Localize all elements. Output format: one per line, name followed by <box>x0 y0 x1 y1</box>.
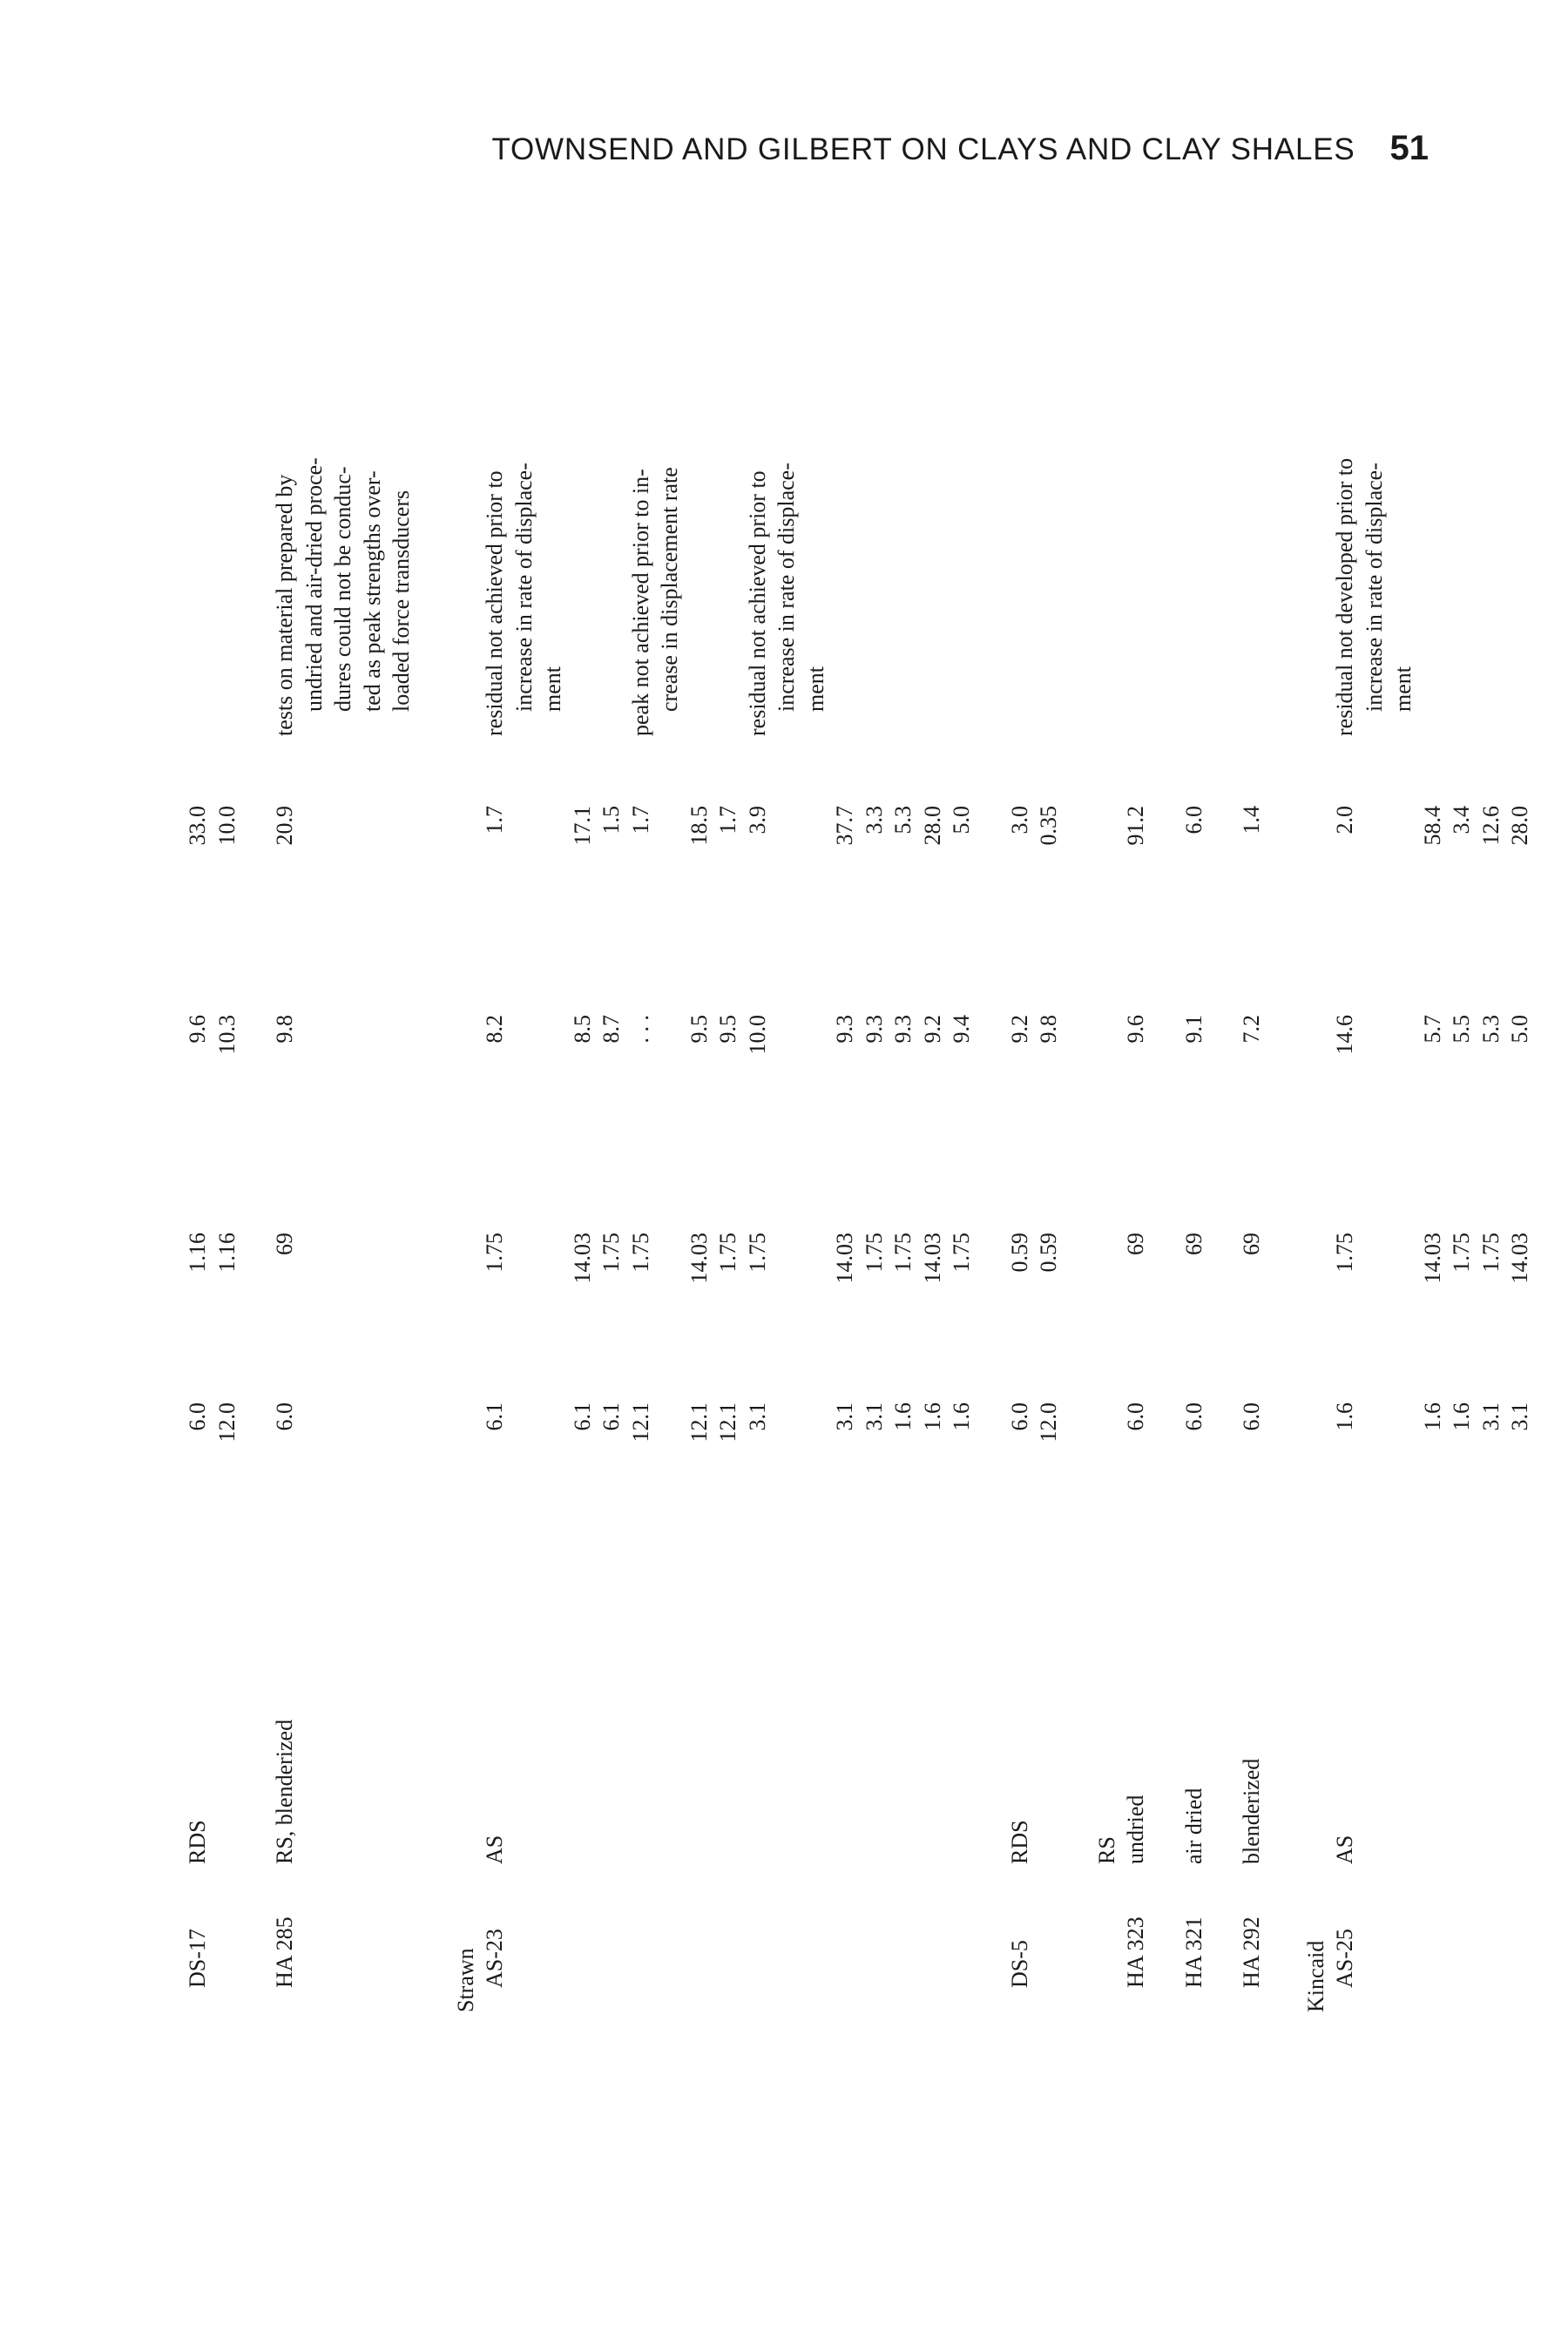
normal-stress-cell: 12.0 <box>1036 1402 1061 1443</box>
displacement-cell: 20.9 <box>272 806 297 846</box>
remark-line: ted as peak strengths over- <box>359 470 385 712</box>
test-type-cell: blenderized <box>1239 1758 1264 1864</box>
table-row <box>270 200 416 2012</box>
water-content-cell: 7.2 <box>1239 1015 1264 1044</box>
specimen-cell: AS-25 <box>1332 1929 1357 1988</box>
water-content-cell: 9.5 <box>686 1015 712 1044</box>
displacement-cell: 6.0 <box>1180 806 1206 835</box>
table-row <box>918 200 948 2012</box>
table-row <box>1179 200 1209 2012</box>
displacement-cell: 3.9 <box>744 806 770 835</box>
page-number: 51 <box>1389 129 1429 167</box>
specimen-cell: HA 285 <box>272 1916 297 1988</box>
normal-stress-cell: 6.1 <box>598 1402 624 1431</box>
water-content-cell: 10.0 <box>744 1015 770 1055</box>
table-row <box>1447 200 1477 2012</box>
rotated-data-table <box>183 200 1532 2012</box>
running-head <box>383 129 1429 168</box>
remark-line: ment <box>802 666 828 712</box>
remark-line: increase in rate of displace- <box>510 463 537 712</box>
remark-line: residual not achieved prior to <box>482 470 507 736</box>
normal-stress-cell: 3.1 <box>744 1402 770 1431</box>
table-row <box>1330 200 1418 2012</box>
displacement-rate-cell: 69 <box>1180 1233 1206 1255</box>
table-row <box>685 200 714 2012</box>
normal-stress-cell: 6.0 <box>1239 1402 1264 1431</box>
displacement-rate-cell: 1.75 <box>627 1233 653 1273</box>
displacement-rate-cell: 14.03 <box>686 1233 712 1284</box>
remarks-cell <box>626 213 685 736</box>
normal-stress-cell: 6.0 <box>1180 1402 1206 1431</box>
running-title: TOWNSEND AND GILBERT ON CLAYS AND CLAY SHALES <box>491 132 1355 166</box>
water-content-cell: 9.6 <box>185 1015 210 1044</box>
remark-line: dures could not be conduc- <box>330 466 355 712</box>
displacement-rate-cell: 1.75 <box>949 1233 974 1273</box>
remark-line: peak not achieved prior to in- <box>627 469 653 736</box>
displacement-rate-cell: 1.75 <box>861 1233 887 1273</box>
table-row <box>213 200 242 2012</box>
water-content-cell: 8.2 <box>482 1015 507 1044</box>
table-group-label <box>1301 200 1331 2012</box>
table-row <box>1505 200 1535 2012</box>
displacement-rate-cell: 69 <box>1239 1233 1264 1255</box>
table-row <box>1237 200 1267 2012</box>
normal-stress-cell: 1.6 <box>1419 1402 1445 1431</box>
table-row <box>626 200 685 2012</box>
displacement-cell: 3.0 <box>1006 806 1032 835</box>
normal-stress-cell: 12.1 <box>686 1402 712 1443</box>
displacement-rate-cell: 0.59 <box>1036 1233 1061 1273</box>
table-row <box>480 200 568 2012</box>
remark-line: undried and air-dried proce- <box>301 457 327 712</box>
displacement-cell: 1.7 <box>482 806 507 835</box>
displacement-rate-cell: 1.16 <box>213 1233 240 1273</box>
displacement-rate-cell: 1.75 <box>1477 1233 1504 1273</box>
normal-stress-cell: 3.1 <box>861 1402 887 1431</box>
specimen-cell: HA 323 <box>1123 1916 1148 1988</box>
remark-line: increase in rate of displace- <box>774 463 799 712</box>
normal-stress-cell: 1.6 <box>1449 1402 1474 1431</box>
water-content-cell: 9.3 <box>832 1015 857 1044</box>
displacement-cell: 0.35 <box>1036 806 1061 846</box>
group-label: Strawn <box>452 1948 478 2012</box>
displacement-rate-cell: 1.75 <box>598 1233 624 1273</box>
table-row <box>1005 200 1035 2012</box>
normal-stress-cell: 6.1 <box>482 1402 507 1431</box>
displacement-cell: 28.0 <box>919 806 945 846</box>
displacement-rate-cell: 14.03 <box>832 1233 857 1284</box>
normal-stress-cell: 6.0 <box>1123 1402 1148 1431</box>
table-row <box>568 200 598 2012</box>
normal-stress-cell: 1.6 <box>890 1402 916 1431</box>
normal-stress-cell: 6.0 <box>185 1402 210 1431</box>
table-row <box>1418 200 1448 2012</box>
group-label: Kincaid <box>1302 1940 1328 2012</box>
water-content-cell: 14.6 <box>1332 1015 1357 1055</box>
displacement-rate-cell: 14.03 <box>1507 1233 1532 1284</box>
displacement-rate-cell: 14.03 <box>919 1233 945 1284</box>
table-group-label <box>451 200 481 2012</box>
water-content-cell: . . . <box>627 1015 653 1044</box>
displacement-cell: 3.4 <box>1449 806 1474 835</box>
water-content-cell: 9.8 <box>272 1015 297 1044</box>
normal-stress-cell: 12.1 <box>715 1402 740 1443</box>
table-row <box>1121 200 1151 2012</box>
displacement-cell: 3.3 <box>861 806 887 835</box>
remark-line: residual not achieved prior to <box>744 470 770 736</box>
normal-stress-cell: 3.1 <box>1507 1402 1532 1431</box>
displacement-cell: 5.0 <box>949 806 974 835</box>
water-content-cell: 9.8 <box>1036 1015 1061 1044</box>
remarks-cell <box>480 213 568 736</box>
displacement-rate-cell: 1.75 <box>890 1233 916 1273</box>
water-content-cell: 9.1 <box>1180 1015 1206 1044</box>
displacement-rate-cell: 69 <box>1123 1233 1148 1255</box>
table-row <box>1034 200 1064 2012</box>
displacement-cell: 17.1 <box>569 806 595 846</box>
remarks-cell <box>1330 213 1418 736</box>
normal-stress-cell: 12.1 <box>627 1402 653 1443</box>
normal-stress-cell: 1.6 <box>1332 1402 1357 1431</box>
remarks-cell <box>270 213 416 736</box>
water-content-cell: 9.2 <box>1006 1015 1032 1044</box>
test-type-cell: air dried <box>1180 1788 1206 1864</box>
table-row <box>1092 200 1122 2012</box>
normal-stress-cell: 1.6 <box>919 1402 945 1431</box>
displacement-rate-cell: 1.75 <box>1332 1233 1357 1273</box>
specimen-cell: DS-5 <box>1006 1940 1032 1988</box>
table-row <box>830 200 860 2012</box>
test-type-cell: AS <box>1332 1835 1357 1864</box>
displacement-cell: 12.6 <box>1477 806 1504 846</box>
displacement-cell: 58.4 <box>1419 806 1445 846</box>
water-content-cell: 5.3 <box>1477 1015 1504 1044</box>
specimen-cell: HA 321 <box>1180 1916 1206 1988</box>
displacement-cell: 2.0 <box>1332 806 1357 835</box>
displacement-rate-cell: 0.59 <box>1006 1233 1032 1273</box>
displacement-cell: 1.5 <box>598 806 624 835</box>
displacement-rate-cell: 1.75 <box>715 1233 740 1273</box>
water-content-cell: 8.5 <box>569 1015 595 1044</box>
water-content-cell: 9.3 <box>890 1015 916 1044</box>
water-content-cell: 9.2 <box>919 1015 945 1044</box>
remark-line: ment <box>1390 666 1416 712</box>
normal-stress-cell: 3.1 <box>832 1402 857 1431</box>
displacement-cell: 91.2 <box>1123 806 1148 846</box>
normal-stress-cell: 6.1 <box>569 1402 595 1431</box>
table-row <box>889 200 918 2012</box>
test-type-cell: RDS <box>185 1820 210 1864</box>
displacement-rate-cell: 1.75 <box>744 1233 770 1273</box>
displacement-cell: 5.3 <box>890 806 916 835</box>
test-type-cell: RDS <box>1006 1820 1032 1864</box>
displacement-cell: 1.7 <box>715 806 740 835</box>
displacement-cell: 28.0 <box>1507 806 1532 846</box>
test-type-cell: RS <box>1093 1836 1119 1864</box>
displacement-rate-cell: 1.75 <box>1449 1233 1474 1273</box>
water-content-cell: 9.5 <box>715 1015 740 1044</box>
remark-line: increase in rate of displace- <box>1361 463 1387 712</box>
displacement-cell: 10.0 <box>213 806 240 846</box>
remark-line: residual not developed prior to <box>1332 457 1357 736</box>
displacement-rate-cell: 14.03 <box>1419 1233 1445 1284</box>
table-row <box>947 200 977 2012</box>
water-content-cell: 10.3 <box>213 1015 240 1055</box>
displacement-rate-cell: 14.03 <box>569 1233 595 1284</box>
remark-line: loaded force transducers <box>389 490 414 712</box>
displacement-rate-cell: 69 <box>272 1233 297 1255</box>
water-content-cell: 9.3 <box>861 1015 887 1044</box>
water-content-cell: 5.7 <box>1419 1015 1445 1044</box>
water-content-cell: 5.0 <box>1507 1015 1532 1044</box>
specimen-cell: HA 292 <box>1239 1916 1264 1988</box>
table-body <box>183 200 1535 2012</box>
water-content-cell: 9.6 <box>1123 1015 1148 1044</box>
displacement-cell: 33.0 <box>185 806 210 846</box>
displacement-rate-cell: 1.75 <box>482 1233 507 1273</box>
water-content-cell: 8.7 <box>598 1015 624 1044</box>
remark-line: crease in displacement rate <box>657 467 682 712</box>
table-row <box>713 200 743 2012</box>
water-content-cell: 5.5 <box>1449 1015 1474 1044</box>
test-type-cell: AS <box>482 1835 507 1864</box>
water-content-cell: 9.4 <box>949 1015 974 1044</box>
displacement-cell: 1.7 <box>627 806 653 835</box>
normal-stress-cell: 6.0 <box>272 1402 297 1431</box>
test-type-cell: undried <box>1123 1794 1148 1864</box>
displacement-cell: 1.4 <box>1239 806 1264 835</box>
remarks-cell <box>743 213 831 736</box>
specimen-cell: DS-17 <box>185 1929 210 1988</box>
remark-line: ment <box>540 666 565 712</box>
specimen-cell: AS-23 <box>482 1929 507 1988</box>
table-row <box>183 200 213 2012</box>
normal-stress-cell: 12.0 <box>213 1402 240 1443</box>
displacement-cell: 18.5 <box>686 806 712 846</box>
table-row <box>860 200 889 2012</box>
table-row <box>743 200 831 2012</box>
displacement-cell: 37.7 <box>832 806 857 846</box>
test-type-cell: RS, blenderized <box>272 1719 297 1864</box>
remark-line: tests on material prepared by <box>272 474 297 736</box>
displacement-rate-cell: 1.16 <box>185 1233 210 1273</box>
table-row <box>1477 200 1506 2012</box>
normal-stress-cell: 3.1 <box>1477 1402 1504 1431</box>
table-row <box>597 200 626 2012</box>
normal-stress-cell: 1.6 <box>949 1402 974 1431</box>
normal-stress-cell: 6.0 <box>1006 1402 1032 1431</box>
